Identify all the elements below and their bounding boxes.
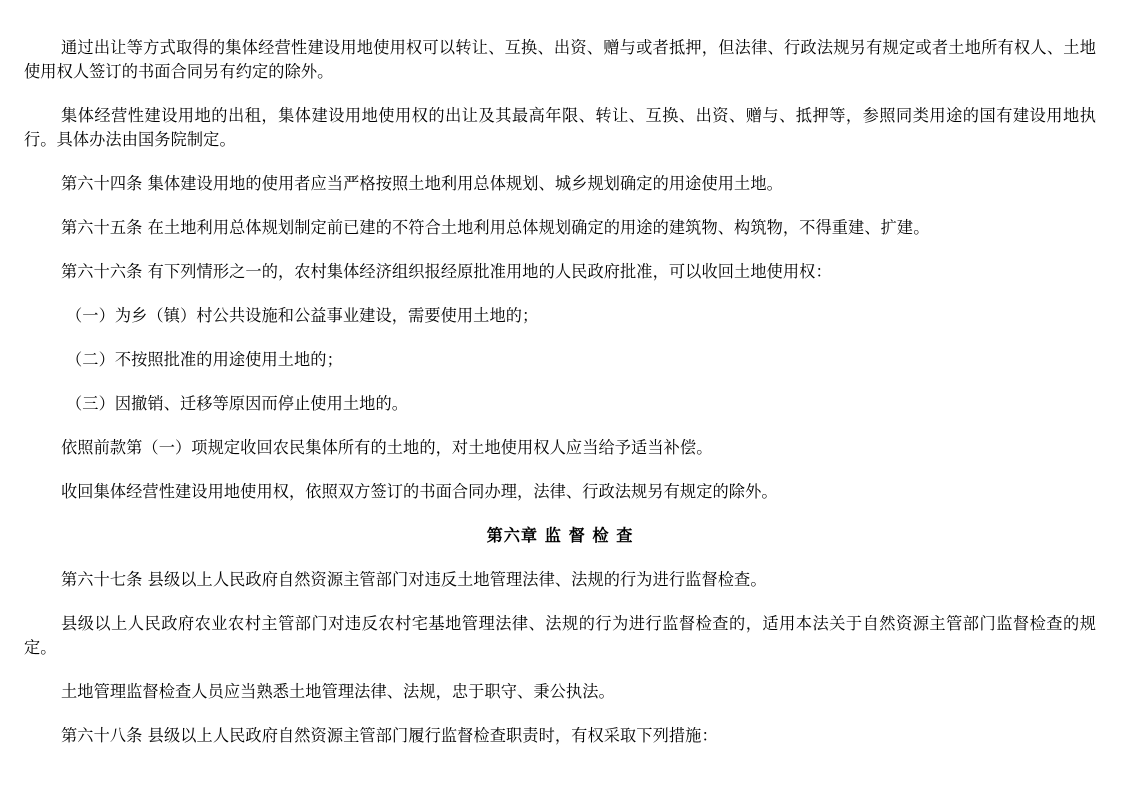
- inspector-duty-paragraph: 土地管理监督检查人员应当熟悉土地管理法律、法规，忠于职守、秉公执法。: [61, 682, 615, 701]
- article-66: 第六十六条 有下列情形之一的，农村集体经济组织报经原批准用地的人民政府批准，可以收回土地使用权：: [61, 262, 832, 281]
- document-page: [24, 36, 1096, 768]
- article-64: 第六十四条 集体建设用地的使用者应当严格按照土地利用总体规划、城乡规划确定的用途使用土地。: [61, 174, 783, 193]
- agriculture-supervision-paragraph: 县级以上人民政府农业农村主管部门对违反农村宅基地管理法律、法规的行为进行监督检查的，适用本法关于自然资源主管部门监督检查的规定。: [24, 614, 1096, 657]
- article-67: 第六十七条 县级以上人民政府自然资源主管部门对违反土地管理法律、法规的行为进行监督检查。: [61, 570, 767, 589]
- article-66-item-1: （一）为乡（镇）村公共设施和公益事业建设，需要使用土地的；: [66, 306, 539, 325]
- article-68: 第六十八条 县级以上人民政府自然资源主管部门履行监督检查职责时，有权采取下列措施：: [61, 726, 718, 745]
- paragraph-transfer-rights: 通过出让等方式取得的集体经营性建设用地使用权可以转让、互换、出资、赠与或者抵押，但法律、行政法规另有规定或者土地所有权人、土地使用权人签订的书面合同另有约定的除外。: [24, 38, 1096, 81]
- article-66-item-2: （二）不按照批准的用途使用土地的；: [66, 350, 343, 369]
- article-66-item-3: （三）因撤销、迁移等原因而停止使用土地的。: [66, 394, 409, 413]
- compensation-paragraph: 依照前款第（一）项规定收回农民集体所有的土地的，对土地使用权人应当给予适当补偿。: [61, 438, 713, 457]
- article-65: 第六十五条 在土地利用总体规划制定前已建的不符合土地利用总体规划确定的用途的建筑物、构筑物，不得重建、扩建。: [61, 218, 930, 237]
- chapter-heading: 第六章 监 督 检 查: [486, 526, 634, 545]
- recall-paragraph: 收回集体经营性建设用地使用权，依照双方签订的书面合同办理，法律、行政法规另有规定的除外。: [61, 482, 778, 501]
- paragraph-lease-reference: 集体经营性建设用地的出租，集体建设用地使用权的出让及其最高年限、转让、互换、出资、赠与、抵押等，参照同类用途的国有建设用地执行。具体办法由国务院制定。: [24, 106, 1096, 149]
